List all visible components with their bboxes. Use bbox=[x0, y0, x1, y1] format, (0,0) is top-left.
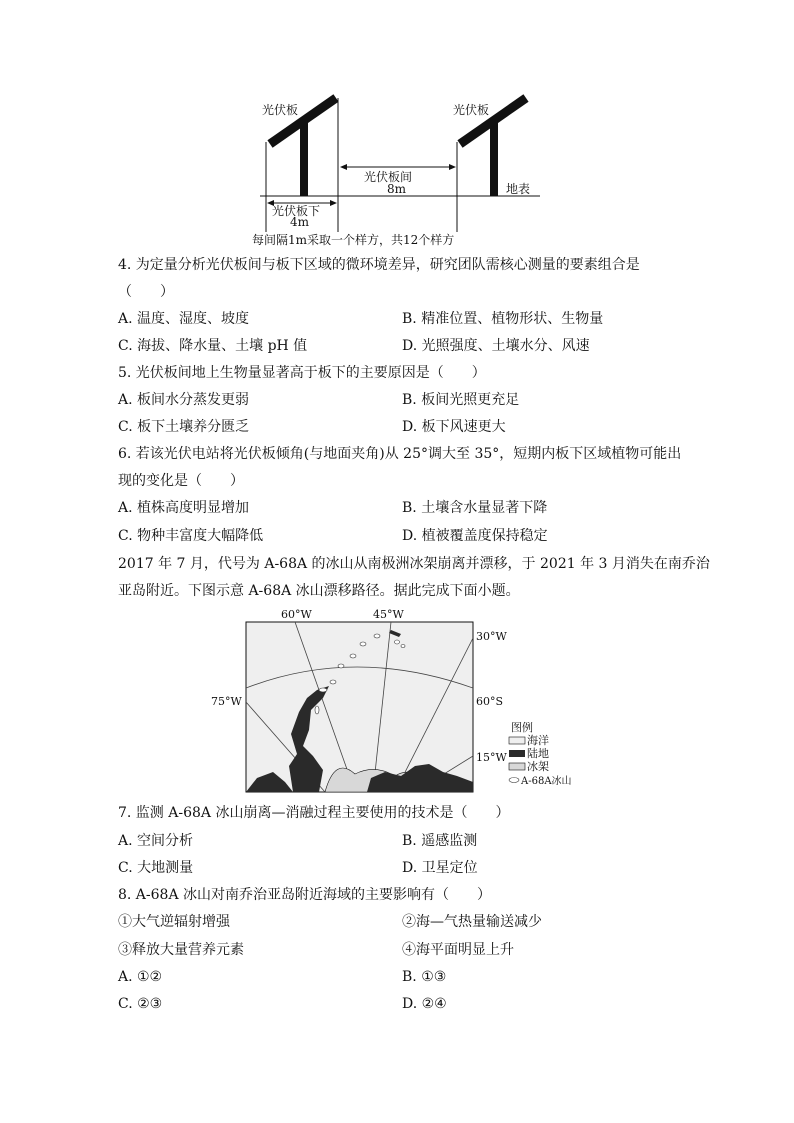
left-panel-label: 光伏板 bbox=[262, 103, 299, 117]
q7-option-b[interactable]: B. 遥感监测 bbox=[402, 833, 478, 849]
q7-stem: 7. 监测 A-68A 冰山崩离—消融过程主要使用的技术是（ ） bbox=[118, 805, 510, 821]
label-30w: 30°W bbox=[476, 630, 507, 643]
legend-ice-swatch bbox=[509, 763, 525, 770]
q8-statement-1: ①大气逆辐射增强 bbox=[118, 914, 230, 930]
figure-caption: 每间隔1m采取一个样方，共12个样方 bbox=[252, 233, 455, 247]
legend-ice: 冰架 bbox=[527, 760, 549, 773]
q7-option-d[interactable]: D. 卫星定位 bbox=[402, 860, 478, 876]
q4-stem-cont: （ ） bbox=[118, 284, 174, 300]
q6-stem: 6. 若该光伏电站将光伏板倾角(与地面夹角)从 25°调大至 35°，短期内板下区域植物可能出 bbox=[118, 446, 682, 462]
under-distance: 4m bbox=[290, 215, 310, 229]
legend-ocean-swatch bbox=[509, 737, 525, 744]
legend-iceberg-swatch bbox=[509, 778, 519, 783]
q4-option-a[interactable]: A. 温度、湿度、坡度 bbox=[118, 311, 250, 327]
q8-option-b[interactable]: B. ①③ bbox=[402, 969, 447, 985]
q8-option-d[interactable]: D. ②④ bbox=[402, 996, 447, 1012]
q6-option-d[interactable]: D. 植被覆盖度保持稳定 bbox=[402, 528, 548, 544]
q8-statement-3: ③释放大量营养元素 bbox=[118, 942, 244, 958]
pv-panel-diagram bbox=[250, 92, 550, 252]
q8-statement-4: ④海平面明显上升 bbox=[402, 942, 514, 958]
label-15w: 15°W bbox=[476, 751, 507, 764]
legend-iceberg: A-68A冰山 bbox=[521, 776, 572, 787]
iceberg-drift-map bbox=[205, 606, 595, 798]
q6-option-a[interactable]: A. 植株高度明显增加 bbox=[118, 500, 250, 516]
q7-option-a[interactable]: A. 空间分析 bbox=[118, 833, 194, 849]
q8-stem: 8. A-68A 冰山对南乔治亚岛附近海域的主要影响有（ ） bbox=[118, 887, 492, 903]
q5-option-a[interactable]: A. 板间水分蒸发更弱 bbox=[118, 392, 250, 408]
between-distance: 8m bbox=[387, 182, 407, 196]
ground-label: 地表 bbox=[506, 182, 531, 196]
label-45w: 45°W bbox=[373, 608, 404, 621]
q5-stem: 5. 光伏板间地上生物量显著高于板下的主要原因是（ ） bbox=[118, 365, 486, 381]
under-label: 光伏板下 bbox=[272, 204, 321, 218]
right-panel-label: 光伏板 bbox=[453, 103, 490, 117]
map-frame bbox=[246, 622, 473, 792]
legend-land-swatch bbox=[509, 750, 525, 757]
q6-stem-cont: 现的变化是（ ） bbox=[118, 473, 244, 489]
label-60s: 60°S bbox=[476, 695, 504, 708]
q4-option-d[interactable]: D. 光照强度、土壤水分、风速 bbox=[402, 338, 590, 354]
q8-statement-2: ②海—气热量输送减少 bbox=[402, 914, 542, 930]
label-60w: 60°W bbox=[281, 608, 312, 621]
map-legend bbox=[509, 720, 572, 787]
q5-option-b[interactable]: B. 板间光照更充足 bbox=[402, 392, 520, 408]
q4-option-b[interactable]: B. 精准位置、植物形状、生物量 bbox=[402, 311, 604, 327]
q8-option-a[interactable]: A. ①② bbox=[118, 969, 163, 985]
legend-title: 图例 bbox=[511, 721, 533, 734]
q5-option-d[interactable]: D. 板下风速更大 bbox=[402, 419, 506, 435]
q7-option-c[interactable]: C. 大地测量 bbox=[118, 860, 194, 876]
q5-option-c[interactable]: C. 板下土壤养分匮乏 bbox=[118, 419, 250, 435]
between-label: 光伏板间 bbox=[364, 170, 413, 184]
passage-line-1: 2017 年 7 月，代号为 A-68A 的冰山从南极洲冰架崩离并漂移，于 2021 年 3 月消失在南乔治 bbox=[118, 556, 710, 572]
q4-option-c[interactable]: C. 海拔、降水量、土壤 pH 值 bbox=[118, 338, 308, 354]
q6-option-b[interactable]: B. 土壤含水量显著下降 bbox=[402, 500, 548, 516]
label-75w: 75°W bbox=[211, 695, 242, 708]
legend-ocean: 海洋 bbox=[527, 734, 549, 747]
q6-option-c[interactable]: C. 物种丰富度大幅降低 bbox=[118, 528, 264, 544]
legend-land: 陆地 bbox=[527, 747, 549, 760]
q8-option-c[interactable]: C. ②③ bbox=[118, 996, 163, 1012]
passage-line-2: 亚岛附近。下图示意 A-68A 冰山漂移路径。据此完成下面小题。 bbox=[118, 583, 520, 599]
q4-stem: 4. 为定量分析光伏板间与板下区域的微环境差异，研究团队需核心测量的要素组合是 bbox=[118, 257, 640, 273]
